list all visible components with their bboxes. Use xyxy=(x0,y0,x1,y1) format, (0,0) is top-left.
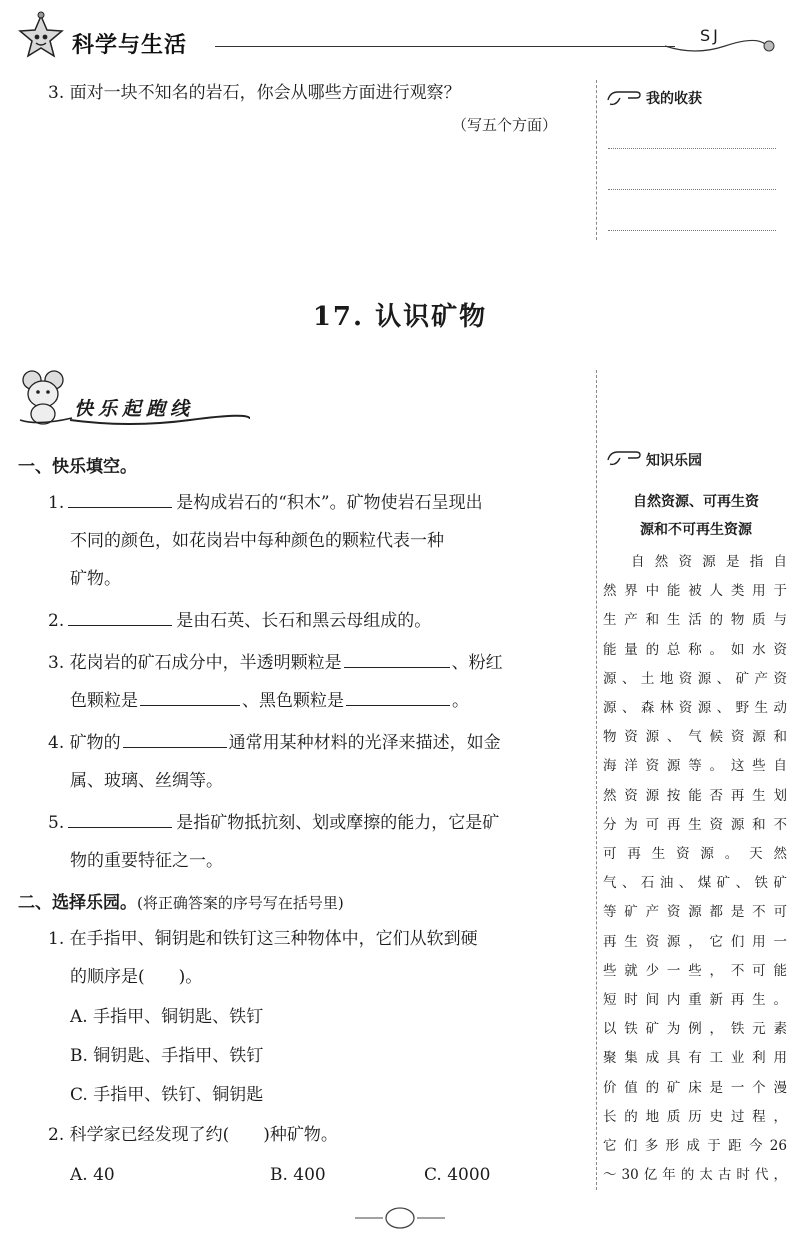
sidebar-divider-main xyxy=(596,370,597,1190)
fill-question-4-line-2: 属、玻璃、丝绸等。 xyxy=(70,771,223,791)
knowledge-line: 可再生资源。天然 xyxy=(603,846,787,863)
knowledge-body xyxy=(603,548,787,1190)
fill-question-3-text-c: 色颗粒是 xyxy=(70,691,138,711)
fill-question-3 xyxy=(48,652,503,674)
pointing-hand-icon xyxy=(606,86,644,108)
knowledge-title-line-2: 源和不可再生资源 xyxy=(640,522,752,538)
choice-question-1: 1. 在手指甲、铜钥匙和铁钉这三种物体中，它们从软到硬 xyxy=(48,929,478,949)
fill-question-3-line-2 xyxy=(70,690,469,712)
fill-question-1-line-3: 矿物。 xyxy=(70,569,121,589)
sidebar-divider-top xyxy=(596,80,597,240)
choice-q1-option-a[interactable]: A. 手指甲、铜钥匙、铁钉 xyxy=(70,1007,264,1027)
knowledge-line: ～30亿年的太古时代， xyxy=(603,1167,787,1184)
answer-blank-3c[interactable] xyxy=(346,690,450,706)
choice-q1-option-b[interactable]: B. 铜钥匙、手指甲、铁钉 xyxy=(70,1046,264,1066)
fill-question-1-line-2: 不同的颜色，如花岗岩中每种颜色的颗粒代表一种 xyxy=(70,531,444,551)
harvest-heading: 我的收获 xyxy=(646,91,702,107)
knowledge-line: 生产和生活的物质与 xyxy=(603,612,787,629)
banner-underline xyxy=(70,414,250,428)
harvest-line-1 xyxy=(608,148,776,149)
answer-blank-3b[interactable] xyxy=(140,690,240,706)
section-banner xyxy=(14,368,254,428)
fill-question-2-number: 2. xyxy=(48,611,65,631)
fill-question-3-text-a: 3. 花岗岩的矿石成分中，半透明颗粒是 xyxy=(48,653,342,673)
choice-q1-option-c[interactable]: C. 手指甲、铁钉、铜钥匙 xyxy=(70,1085,264,1105)
answer-blank-5[interactable] xyxy=(68,812,172,828)
pointing-hand-icon xyxy=(606,446,644,468)
knowledge-line: 分为可再生资源和不 xyxy=(603,816,787,833)
fill-question-5-number: 5. xyxy=(48,813,65,833)
knowledge-line: 自然资源是指自 xyxy=(631,554,787,570)
fill-question-4 xyxy=(48,732,501,754)
header-title: 科学与生活 xyxy=(72,33,188,58)
fill-question-5 xyxy=(48,812,499,834)
fill-question-3-text-e: 。 xyxy=(452,691,469,711)
knowledge-line: 它们多形成于距今26 xyxy=(603,1138,787,1155)
answer-blank-4[interactable] xyxy=(123,732,227,748)
knowledge-title xyxy=(606,488,786,544)
knowledge-heading: 知识乐园 xyxy=(646,453,702,469)
knowledge-line: 短时间内重新再生。 xyxy=(603,992,787,1009)
prev-question-3-hint: （写五个方面） xyxy=(452,116,558,134)
choice-q2-option-a[interactable]: A. 40 xyxy=(70,1165,115,1185)
fill-question-2-text: 是由石英、长石和黑云母组成的。 xyxy=(176,611,432,631)
answer-blank-1[interactable] xyxy=(68,492,172,508)
knowledge-line: 源、土地资源、矿产资 xyxy=(603,670,787,687)
fill-question-2 xyxy=(48,610,431,632)
mascot-logo xyxy=(12,10,70,68)
knowledge-line: 再生资源，它们用一 xyxy=(603,933,787,950)
knowledge-line: 长的地质历史过程， xyxy=(603,1108,787,1125)
mouse-mascot-icon xyxy=(14,368,78,428)
fill-question-3-text-d: 、黑色颗粒是 xyxy=(242,691,344,711)
knowledge-line: 气、石油、煤矿、铁矿 xyxy=(603,875,787,892)
fill-question-5-line-2: 物的重要特征之一。 xyxy=(70,851,223,871)
section-1-title: 一、快乐填空。 xyxy=(18,457,137,477)
fill-question-4-text-a: 4. 矿物的 xyxy=(48,733,121,753)
knowledge-line: 以铁矿为例，铁元素 xyxy=(603,1021,787,1038)
answer-blank-3a[interactable] xyxy=(344,652,450,668)
knowledge-line: 然资源按能否再生划 xyxy=(603,787,787,804)
knowledge-line: 海洋资源等。这些自 xyxy=(603,758,787,775)
answer-blank-2[interactable] xyxy=(68,610,172,626)
banner-text: 快乐起跑线 xyxy=(74,398,195,420)
knowledge-line: 物资源、气候资源和 xyxy=(603,729,787,746)
knowledge-line: 聚集成具有工业利用 xyxy=(603,1050,787,1067)
header-rule xyxy=(215,46,675,47)
knowledge-line: 等矿产资源都是不可 xyxy=(603,904,787,921)
chapter-title: 17. 认识矿物 xyxy=(312,302,488,332)
knowledge-line: 然界中能被人类用于 xyxy=(603,583,787,600)
knowledge-title-line-1: 自然资源、可再生资 xyxy=(633,494,759,510)
choice-question-2: 2. 科学家已经发现了约( )种矿物。 xyxy=(48,1125,338,1145)
page-number-badge xyxy=(355,1204,445,1230)
section-2-note: (将正确答案的序号写在括号里) xyxy=(137,894,344,912)
fill-question-1-text: 是构成岩石的“积木”。矿物使岩石呈现出 xyxy=(176,493,483,513)
knowledge-line: 能量的总称。如水资 xyxy=(603,641,787,658)
knowledge-line: 源、森林资源、野生动 xyxy=(603,700,787,717)
choice-q2-option-b[interactable]: B. 400 xyxy=(270,1165,326,1185)
header-wave-decoration xyxy=(665,38,775,68)
fill-question-1 xyxy=(48,492,483,514)
prev-question-3: 3. 面对一块不知名的岩石，你会从哪些方面进行观察？ xyxy=(48,83,461,103)
choice-question-1-line-2: 的顺序是( )。 xyxy=(70,967,203,987)
choice-q2-option-c[interactable]: C. 4000 xyxy=(424,1165,491,1185)
fill-question-5-text: 是指矿物抵抗刻、划或摩擦的能力，它是矿 xyxy=(176,813,500,833)
knowledge-line: 价值的矿床是一个漫 xyxy=(603,1079,787,1096)
harvest-line-2 xyxy=(608,189,776,190)
harvest-line-3 xyxy=(608,230,776,231)
header-code: SJ xyxy=(700,26,721,45)
knowledge-line: 些就少一些，不可能 xyxy=(603,962,787,979)
section-2-title xyxy=(18,888,344,913)
section-2-heading: 二、选择乐园。 xyxy=(18,893,137,913)
fill-question-4-text-b: 通常用某种材料的光泽来描述，如金 xyxy=(228,733,501,753)
fill-question-1-number: 1. xyxy=(48,493,65,513)
fill-question-3-text-b: 、粉红 xyxy=(451,653,503,673)
